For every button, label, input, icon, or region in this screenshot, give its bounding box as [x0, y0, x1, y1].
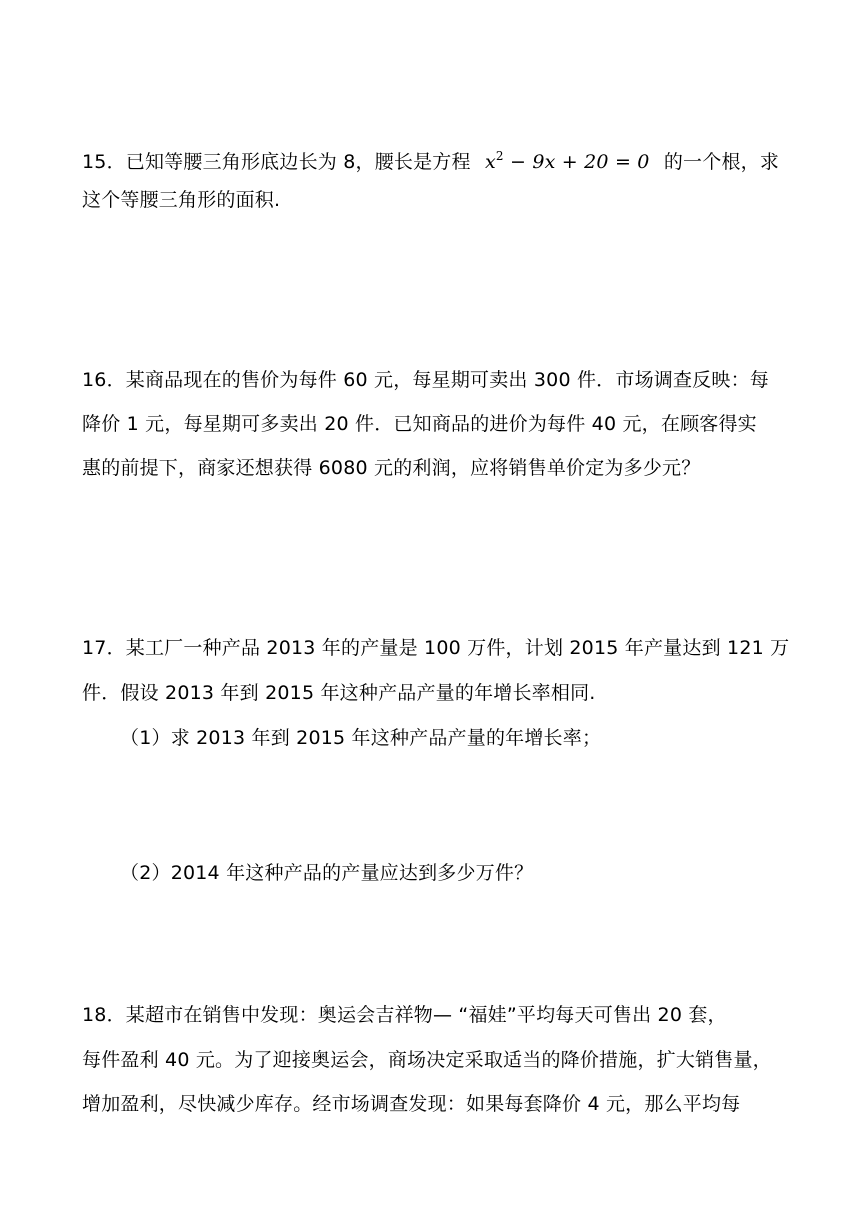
q15-text-end: 的一个根，求	[663, 151, 780, 173]
q15-eq-exponent: 2	[495, 149, 504, 163]
q16-line-3: 惠的前提下，商家还想获得 6080 元的利润，应将销售单价定为多少元？	[82, 457, 701, 479]
q17-line-1: 17．某工厂一种产品 2013 年的产量是 100 万件，计划 2015 年产量达到 121 万	[82, 637, 790, 659]
q18-line-2: 每件盈利 40 元。为了迎接奥运会，商场决定采取适当的降价措施，扩大销售量，	[82, 1049, 772, 1071]
q16-line-2: 降价 1 元，每星期可多卖出 20 件．已知商品的进价为每件 40 元，在顾客得实	[82, 413, 757, 435]
q17-subquestion-1: （1）求 2013 年到 2015 年这种产品产量的年增长率；	[120, 727, 602, 749]
q17-line-2: 件．假设 2013 年到 2015 年这种产品产量的年增长率相同.	[82, 682, 596, 704]
q15-line-1	[82, 143, 779, 175]
q18-line-3: 增加盈利，尽快减少库存。经市场调查发现：如果每套降价 4 元，那么平均每	[82, 1093, 741, 1115]
q15-eq-rest: − 9x + 20 = 0	[503, 151, 650, 173]
q15-line-2: 这个等腰三角形的面积.	[82, 189, 281, 211]
q16-line-1: 16．某商品现在的售价为每件 60 元，每星期可卖出 300 件．市场调查反映：每	[82, 369, 769, 391]
q17-subquestion-2: （2）2014 年这种产品的产量应达到多少万件？	[120, 862, 534, 884]
q18-line-1: 18．某超市在销售中发现：奥运会吉祥物— “福娃”平均每天可售出 20 套，	[82, 1004, 727, 1026]
q15-equation	[477, 151, 658, 173]
q15-text-start: 15．已知等腰三角形底边长为 8，腰长是方程	[82, 151, 471, 173]
q15-eq-x: x	[484, 151, 496, 173]
